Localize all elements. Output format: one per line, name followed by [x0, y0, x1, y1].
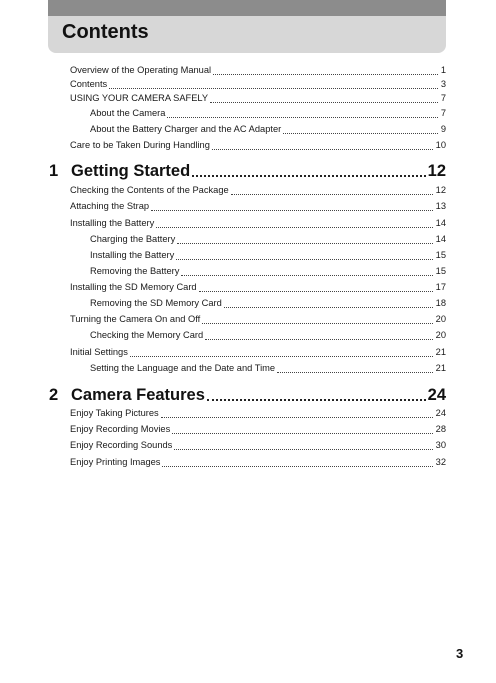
toc-entry[interactable] [70, 456, 446, 469]
contents-header [48, 0, 446, 53]
toc-entry-title: Removing the Battery [90, 266, 180, 276]
dot-leader [174, 449, 432, 450]
chapter-heading[interactable] [49, 161, 446, 181]
toc-entry-page: 3 [440, 79, 446, 89]
toc-entry[interactable] [70, 313, 446, 326]
toc-entry-page: 9 [440, 124, 446, 134]
toc-entry-page: 20 [435, 330, 446, 340]
toc-entry-title: Checking the Memory Card [90, 330, 204, 340]
dot-leader [210, 102, 438, 103]
toc-subentry[interactable] [90, 297, 446, 310]
dot-leader [130, 356, 433, 357]
chapter-heading[interactable] [49, 385, 446, 405]
chapter-title: Getting Started [71, 162, 191, 180]
toc-entry-title: Installing the Battery [70, 218, 155, 228]
toc-entry-title: About the Camera [90, 108, 166, 118]
dot-leader [181, 275, 432, 276]
toc-subentry[interactable] [90, 329, 446, 342]
dot-leader [277, 372, 433, 373]
toc-entry[interactable] [70, 78, 446, 91]
toc-entry-title: Enjoy Printing Images [70, 457, 161, 467]
dot-leader [177, 243, 432, 244]
toc-entry-page: 30 [435, 440, 446, 450]
toc-subentry[interactable] [90, 362, 446, 375]
toc-entry-page: 21 [435, 363, 446, 373]
toc-entry-title: USING YOUR CAMERA SAFELY [70, 93, 209, 103]
toc-entry-title: Charging the Battery [90, 234, 176, 244]
toc-entry-page: 32 [435, 457, 446, 467]
toc-entry[interactable] [70, 92, 446, 105]
page-number: 3 [456, 646, 464, 661]
dot-leader [231, 194, 433, 195]
dot-leader [207, 399, 426, 401]
toc-entry[interactable] [70, 139, 446, 152]
toc-entry-title: Enjoy Recording Sounds [70, 440, 173, 450]
toc-entry-title: About the Battery Charger and the AC Adapter [90, 124, 282, 134]
toc-entry-page: 14 [435, 234, 446, 244]
dot-leader [213, 74, 438, 75]
toc-entry-title: Attaching the Strap [70, 201, 150, 211]
dot-leader [161, 417, 433, 418]
dot-leader [156, 227, 432, 228]
toc-subentry[interactable] [90, 233, 446, 246]
dot-leader [151, 210, 433, 211]
toc-entry-page: 12 [435, 185, 446, 195]
toc-subentry[interactable] [90, 123, 446, 136]
toc-entry[interactable] [70, 281, 446, 294]
toc-entry-page: 10 [435, 140, 446, 150]
toc-entry-title: Installing the Battery [90, 250, 175, 260]
chapter-page: 24 [427, 386, 446, 404]
toc-entry-page: 24 [435, 408, 446, 418]
toc-subentry[interactable] [90, 249, 446, 262]
toc-entry-page: 13 [435, 201, 446, 211]
toc-entry-page: 20 [435, 314, 446, 324]
toc-entry-title: Initial Settings [70, 347, 128, 357]
toc-entry[interactable] [70, 407, 446, 420]
toc-subentry[interactable] [90, 107, 446, 120]
toc-entry-title: Overview of the Operating Manual [70, 65, 212, 75]
toc-entry-title: Installing the SD Memory Card [70, 282, 197, 292]
chapter-page: 12 [427, 162, 446, 180]
toc-entry-page: 15 [435, 250, 446, 260]
chapter-number: 2 [49, 386, 59, 404]
dot-leader [224, 307, 433, 308]
toc-entry-page: 7 [440, 108, 446, 118]
dot-leader [192, 175, 425, 177]
chapter-number: 1 [49, 162, 59, 180]
dot-leader [162, 466, 432, 467]
toc-entry-title: Turning the Camera On and Off [70, 314, 201, 324]
toc-subentry[interactable] [90, 265, 446, 278]
toc-entry[interactable] [70, 200, 446, 213]
toc-entry[interactable] [70, 423, 446, 436]
toc-entry-title: Enjoy Recording Movies [70, 424, 171, 434]
dot-leader [172, 433, 432, 434]
dot-leader [283, 133, 438, 134]
toc-entry-page: 18 [435, 298, 446, 308]
page-title: Contents [62, 21, 149, 43]
toc-entry[interactable] [70, 439, 446, 452]
toc-entry-page: 21 [435, 347, 446, 357]
toc-entry-title: Removing the SD Memory Card [90, 298, 222, 308]
toc-entry[interactable] [70, 64, 446, 77]
toc-entry[interactable] [70, 184, 446, 197]
toc-entry-page: 28 [435, 424, 446, 434]
dot-leader [176, 259, 432, 260]
toc-entry[interactable] [70, 346, 446, 359]
dot-leader [205, 339, 433, 340]
dot-leader [202, 323, 432, 324]
dot-leader [167, 117, 437, 118]
dot-leader [212, 149, 433, 150]
toc-entry-title: Setting the Language and the Date and Time [90, 363, 276, 373]
toc-entry-page: 7 [440, 93, 446, 103]
toc-entry-page: 1 [440, 65, 446, 75]
toc-entry-title: Care to be Taken During Handling [70, 140, 210, 150]
dot-leader [199, 291, 433, 292]
toc-entry-title: Contents [70, 79, 108, 89]
toc-entry-page: 14 [435, 218, 446, 228]
dot-leader [109, 88, 438, 89]
chapter-title: Camera Features [71, 386, 205, 404]
toc-entry-page: 17 [435, 282, 446, 292]
toc-entry-title: Enjoy Taking Pictures [70, 408, 159, 418]
toc-entry[interactable] [70, 217, 446, 230]
toc-entry-title: Checking the Contents of the Package [70, 185, 229, 195]
header-strip [48, 0, 446, 16]
toc-entry-page: 15 [435, 266, 446, 276]
